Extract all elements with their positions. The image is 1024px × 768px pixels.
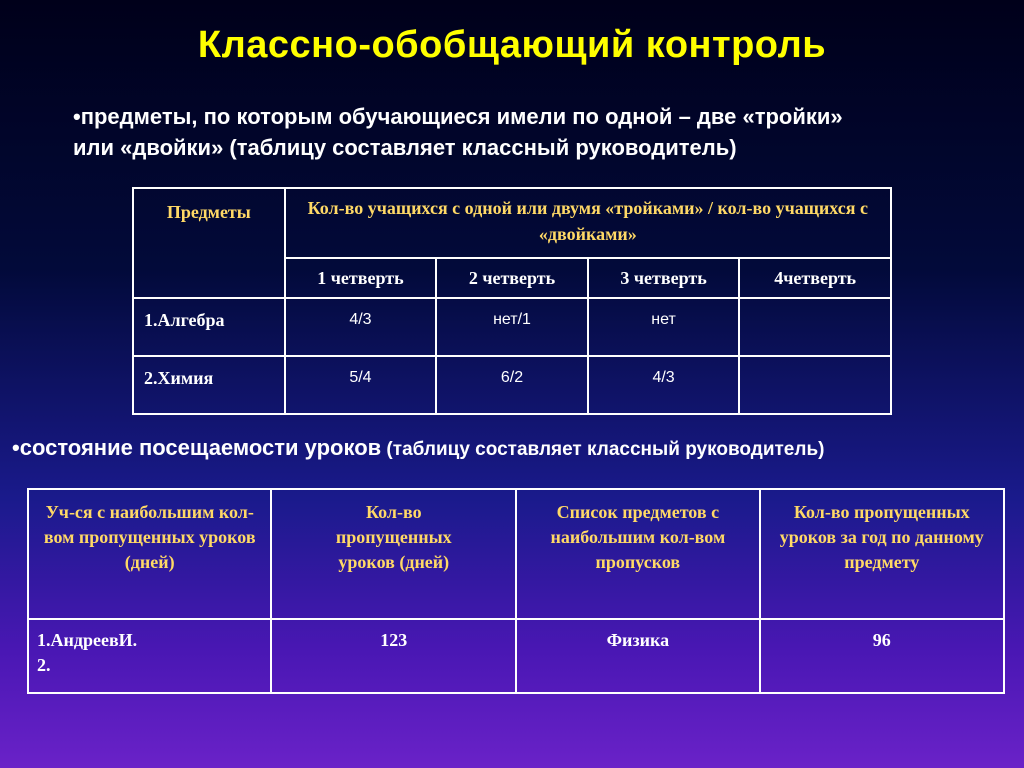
value-cell: нет/1 <box>436 298 588 356</box>
bullet-note: (таблицу составляет классный руководитель) <box>381 439 825 460</box>
value-cell: 4/3 <box>285 298 437 356</box>
quarter-4-header: 4четверть <box>739 258 891 298</box>
subject-cell: 2.Химия <box>133 356 285 414</box>
value-cell <box>739 298 891 356</box>
subject-cell: Физика <box>516 619 759 693</box>
value-cell: 4/3 <box>588 356 740 414</box>
quarter-2-header: 2 четверть <box>436 258 588 298</box>
student-2: 2. <box>37 655 51 675</box>
value-cell: 5/4 <box>285 356 437 414</box>
bullet-attendance <box>12 433 1012 465</box>
quarter-3-header: 3 четверть <box>588 258 740 298</box>
bullet-line-1: предметы, по которым обучающиеся имели по одной – две «тройки» <box>80 104 843 129</box>
table-row <box>28 619 1004 693</box>
quarter-1-header: 1 четверть <box>285 258 437 298</box>
table-row <box>133 356 891 414</box>
student-1: 1.АндреевИ. <box>37 630 138 650</box>
group-header: Кол-во учащихся с одной или двумя «тройками» / кол-во учащихся с «двойками» <box>285 188 891 258</box>
subject-list-header: Список предметов с наибольшим кол-вом пропусков <box>516 489 759 619</box>
value-cell <box>739 356 891 414</box>
attendance-table <box>27 488 1005 694</box>
grades-table <box>132 187 892 415</box>
slide-title: Классно-обобщающий контроль <box>197 24 827 66</box>
subjects-header: Предметы <box>133 188 285 298</box>
student-cell <box>28 619 271 693</box>
subject-cell: 1.Алгебра <box>133 298 285 356</box>
missed-days-header: Кол-во пропущенных уроков (дней) <box>271 489 516 619</box>
table-row <box>133 298 891 356</box>
missed-days-cell: 123 <box>271 619 516 693</box>
bullet-subjects <box>73 101 993 163</box>
missed-year-header: Кол-во пропущенных уроков за год по данному предмету <box>760 489 1004 619</box>
missed-year-cell: 96 <box>760 619 1004 693</box>
bullet-line-2: или «двойки» (таблицу составляет классный руководитель) <box>73 135 737 160</box>
student-header: Уч-ся с наибольшим кол-вом пропущенных уроков (дней) <box>28 489 271 619</box>
bullet-main: состояние посещаемости уроков <box>19 435 382 460</box>
bullet-marker: • <box>12 435 20 460</box>
value-cell: нет <box>588 298 740 356</box>
value-cell: 6/2 <box>436 356 588 414</box>
bullet-marker: • <box>73 104 81 129</box>
